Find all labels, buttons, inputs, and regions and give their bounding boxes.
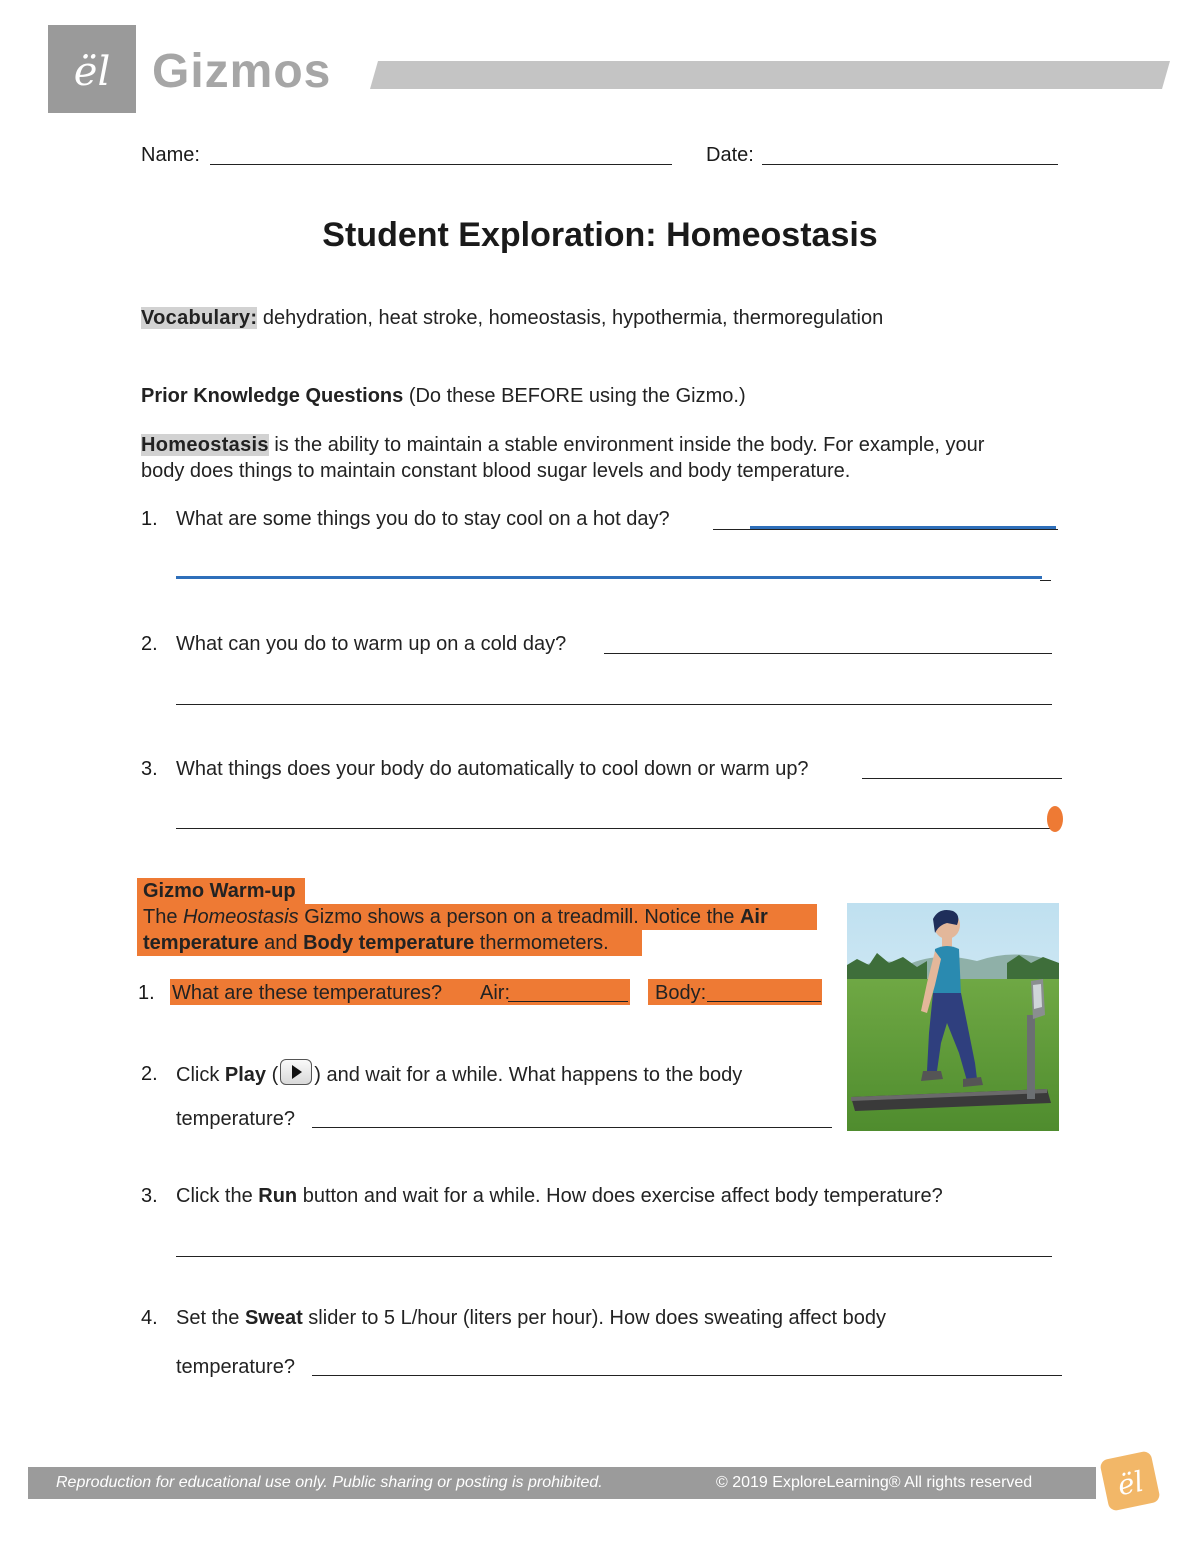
wu-q4-answer-line[interactable]: [312, 1375, 1062, 1376]
name-label: Name:: [141, 144, 200, 166]
wu-q4-pre: Set the: [176, 1307, 245, 1329]
wu-q3-post: button and wait for a while. How does exercise affect body temperature?: [297, 1185, 943, 1207]
page-title: Student Exploration: Homeostasis: [322, 216, 878, 254]
wu-q3-text: [176, 1183, 943, 1209]
wu-q4-number: 4.: [141, 1307, 158, 1329]
wu-q3-number: 3.: [141, 1185, 158, 1207]
homeostasis-intro: [141, 432, 1061, 484]
wu-q2-paren-open: (: [266, 1064, 279, 1086]
pk-q3-number: 3.: [141, 758, 158, 780]
wu-q1-number: 1.: [138, 982, 155, 1004]
wu-q3-run-word: Run: [258, 1185, 298, 1207]
wu-q4-post: slider to 5 L/hour (liters per hour). How does sweating affect body: [302, 1307, 887, 1329]
pk-q2-text: What can you do to warm up on a cold day?: [176, 633, 567, 655]
wu-q2-pre: Click: [176, 1064, 225, 1086]
vocabulary-line: [141, 305, 883, 331]
pk-q1-answer-highlight: [750, 526, 1056, 529]
pk-q3-answer-line-b[interactable]: [176, 828, 1052, 829]
warmup-intro-and: and: [258, 932, 304, 954]
wu-q1-text: What are these temperatures?: [172, 982, 443, 1004]
pk-q1-answer-line-a[interactable]: [713, 529, 1058, 530]
warmup-intro-italic: Homeostasis: [183, 906, 299, 928]
pk-q1-answer-tail: [1040, 580, 1051, 581]
homeostasis-term: Homeostasis: [141, 434, 269, 456]
play-button-icon[interactable]: [280, 1059, 312, 1085]
warmup-intro-body-temperature: Body temperature: [303, 932, 475, 954]
gizmos-logo: [48, 25, 136, 113]
vocabulary-terms: dehydration, heat stroke, homeostasis, hypothermia, thermoregulation: [257, 307, 884, 329]
wu-q1-air-label: Air:: [480, 982, 510, 1004]
warmup-intro-part1: The: [143, 906, 184, 928]
pk-q1-answer-line-b[interactable]: [176, 576, 1042, 579]
header-bar: [370, 61, 1170, 89]
wu-q3-pre: Click the: [176, 1185, 259, 1207]
wu-q2-play-word: Play: [224, 1064, 267, 1086]
warmup-intro-end: thermometers.: [474, 932, 609, 954]
el-logo-icon: [48, 25, 136, 113]
intro-line-2: body does things to maintain constant blood sugar levels and body temperature.: [141, 460, 851, 482]
pk-q2-answer-line-b[interactable]: [176, 704, 1052, 705]
prior-knowledge-heading: [141, 383, 746, 409]
wu-q4-sweat-word: Sweat: [244, 1307, 303, 1329]
treadmill-scene-image: [847, 903, 1059, 1131]
name-field[interactable]: [210, 164, 672, 165]
intro-line-1: is the ability to maintain a stable environment inside the body. For example, your: [268, 434, 985, 456]
wu-q4-text: [176, 1305, 886, 1331]
warmup-heading: Gizmo Warm-up: [143, 880, 296, 902]
svg-text:ël: ël: [1114, 1464, 1147, 1503]
brand-name: Gizmos: [152, 45, 332, 98]
footer-copyright: © 2019 ExploreLearning® All rights reserved: [716, 1474, 1033, 1491]
prior-knowledge-note: (Do these BEFORE using the Gizmo.): [403, 385, 746, 407]
warmup-intro: [143, 904, 823, 956]
wu-q2-number: 2.: [141, 1063, 158, 1085]
date-label: Date:: [706, 144, 754, 166]
wu-q2-answer-line[interactable]: [312, 1127, 832, 1128]
vocabulary-label: Vocabulary:: [141, 307, 258, 329]
wu-q1-air-field[interactable]: [508, 1001, 628, 1002]
pk-q3-answer-line-a[interactable]: [862, 778, 1062, 779]
pk-q2-number: 2.: [141, 633, 158, 655]
wu-q1-body-field[interactable]: [707, 1001, 821, 1002]
wu-q4-line2: temperature?: [176, 1356, 295, 1378]
warmup-intro-temperature: temperature: [143, 932, 259, 954]
pk-q1-number: 1.: [141, 508, 158, 530]
footer-el-logo-icon: [1096, 1447, 1164, 1515]
prior-knowledge-title: Prior Knowledge Questions: [141, 385, 404, 407]
footer-notice: Reproduction for educational use only. Public sharing or posting is prohibited.: [56, 1474, 603, 1491]
wu-q2-paren-close: ) and wait for a while. What happens to the body: [314, 1064, 743, 1086]
wu-q2-line2: temperature?: [176, 1108, 295, 1130]
cursor-marker: [1047, 806, 1063, 832]
date-field[interactable]: [762, 164, 1058, 165]
wu-q1-body-label: Body:: [655, 982, 707, 1004]
svg-text:ël: ël: [73, 49, 111, 95]
warmup-intro-air: Air: [739, 906, 768, 928]
pk-q1-text: What are some things you do to stay cool on a hot day?: [176, 508, 670, 530]
wu-q3-answer-line[interactable]: [176, 1256, 1052, 1257]
wu-q2-text: [176, 1059, 826, 1088]
warmup-intro-part2: Gizmo shows a person on a treadmill. Notice the: [298, 906, 740, 928]
pk-q2-answer-line-a[interactable]: [604, 653, 1052, 654]
pk-q3-text: What things does your body do automatically to cool down or warm up?: [176, 758, 809, 780]
